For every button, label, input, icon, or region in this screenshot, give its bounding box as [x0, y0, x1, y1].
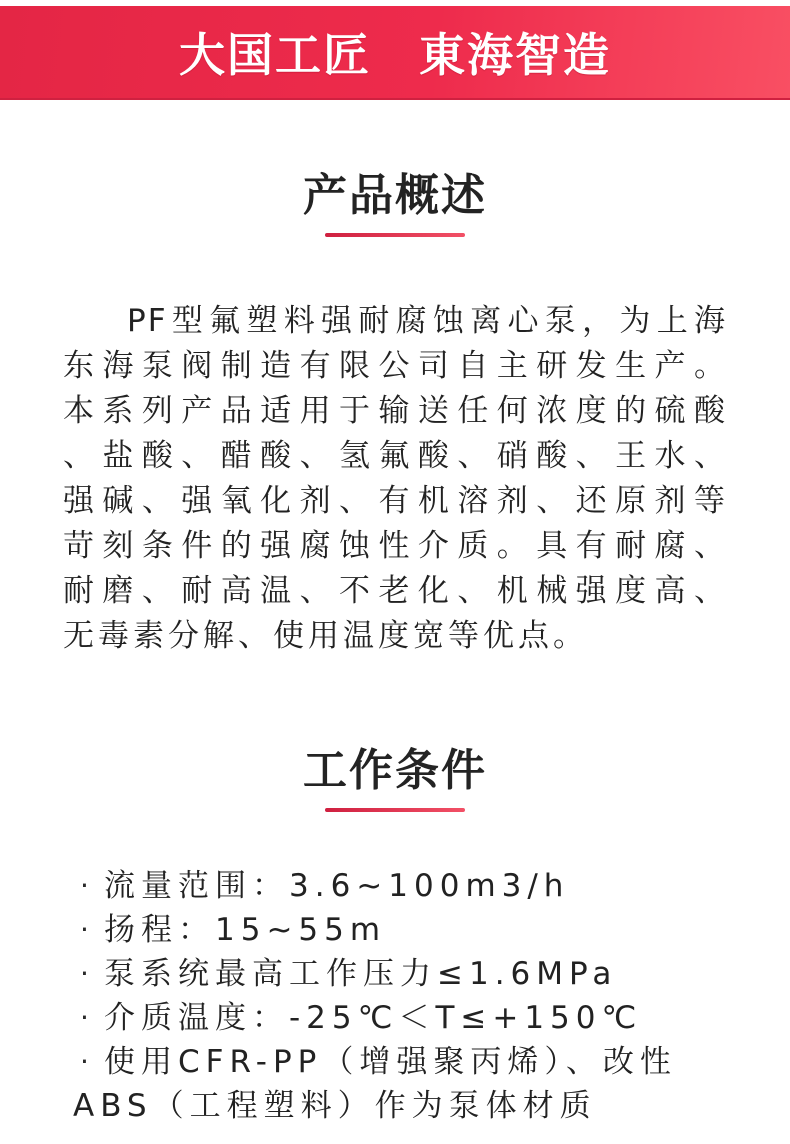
list-item	[73, 1084, 727, 1128]
list-item-text: 介质温度：-25℃＜T≤+150℃	[104, 1000, 643, 1036]
overview-paragraph	[63, 299, 727, 659]
bullet-dot-icon: ·	[80, 913, 89, 946]
paragraph-line: 苛刻条件的强腐蚀性介质。具有耐腐、	[63, 528, 727, 564]
list-item-text: 泵系统最高工作压力≤1.6MPa	[104, 956, 618, 992]
overview-title-underline	[325, 233, 465, 237]
conditions-list	[73, 864, 727, 1128]
bullet-dot-icon: ·	[80, 1001, 89, 1034]
list-item	[73, 996, 727, 1040]
paragraph-line: 耐磨、耐高温、不老化、机械强度高、	[63, 573, 727, 609]
list-item	[73, 864, 727, 908]
section-title-overview: 产品概述	[303, 170, 487, 221]
bullet-dot-icon: ·	[80, 957, 89, 990]
top-banner	[0, 6, 790, 100]
list-item-text: 扬程：15~55m	[104, 912, 387, 948]
list-item-text: 使用CFR-PP（增强聚丙烯）、改性	[104, 1044, 677, 1080]
paragraph-line: 、盐酸、醋酸、氢氟酸、硝酸、王水、	[63, 438, 727, 474]
list-item-text: ABS（工程塑料）作为泵体材质	[73, 1088, 597, 1124]
bullet-dot-icon: ·	[80, 869, 89, 902]
list-item	[73, 952, 727, 996]
banner-title: 大国工匠 東海智造	[179, 28, 611, 82]
paragraph-line: 本系列产品适用于输送任何浓度的硫酸	[63, 393, 727, 429]
page	[0, 6, 790, 1144]
paragraph-line: 强碱、强氧化剂、有机溶剂、还原剂等	[63, 483, 727, 519]
conditions-title-underline	[325, 808, 465, 812]
bullet-dot-icon: ·	[80, 1045, 89, 1078]
paragraph-line: PF型氟塑料强耐腐蚀离心泵，为上海	[127, 303, 727, 339]
section-title-conditions: 工作条件	[303, 745, 487, 796]
list-item-text: 流量范围：3.6~100m3/h	[104, 868, 570, 904]
list-item	[73, 908, 727, 952]
paragraph-line: 东海泵阀制造有限公司自主研发生产。	[63, 348, 727, 384]
paragraph-line: 无毒素分解、使用温度宽等优点。	[63, 618, 588, 654]
list-item	[73, 1040, 727, 1084]
